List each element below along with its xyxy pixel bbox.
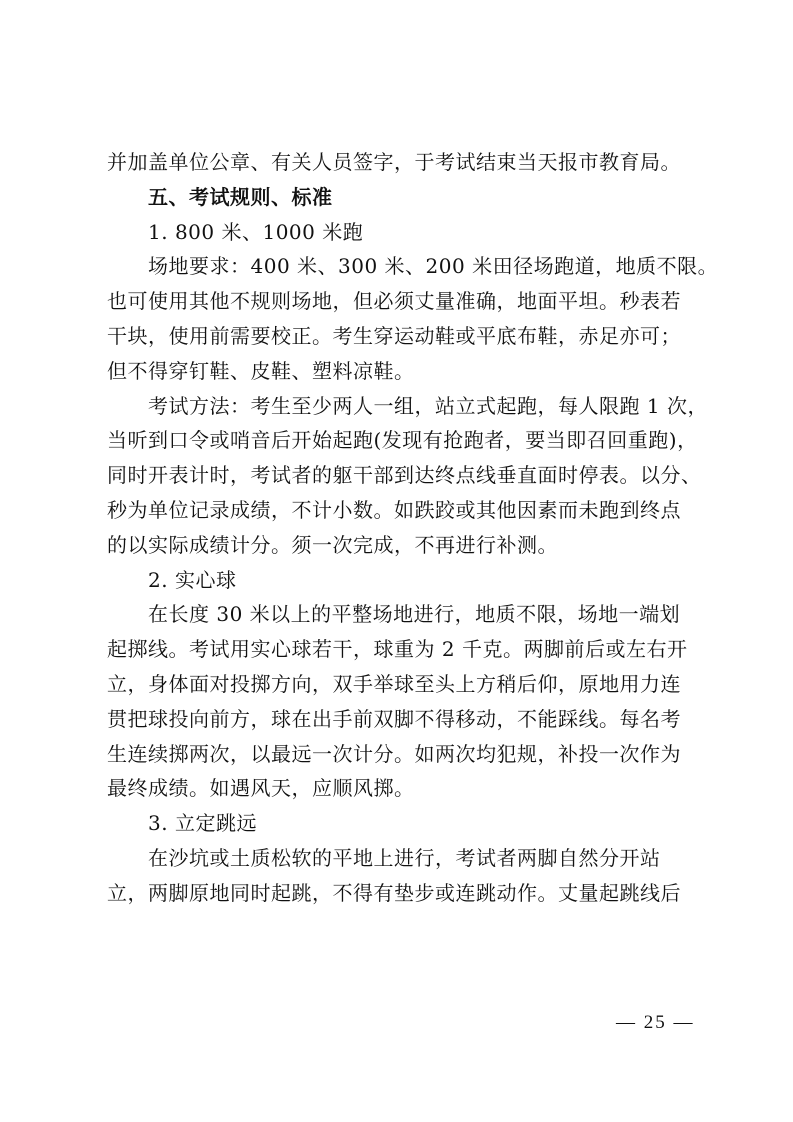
subsection-heading: 1. 800 米、1000 米跑 [148, 219, 364, 244]
section-heading: 五、考试规则、标准 [148, 184, 333, 209]
subsection-heading: 3. 立定跳远 [148, 811, 257, 836]
text-line: 也可使用其他不规则场地，但必须丈量准确，地面平坦。秒表若 [107, 289, 681, 314]
text-line: 当听到口令或哨音后开始起跑(发现有抢跑者，要当即召回重跑)， [107, 428, 698, 453]
text-line: 在沙坑或土质松软的平地上进行，考试者两脚自然分开站 [148, 845, 661, 870]
text-line: 的以实际成绩计分。须一次完成，不再进行补测。 [107, 532, 558, 557]
text-line: 同时开表计时，考试者的躯干部到达终点线垂直面时停表。以分、 [107, 463, 702, 488]
text-line: 秒为单位记录成绩，不计小数。如跌跤或其他因素而未跑到终点 [107, 497, 681, 522]
text-line: 贯把球投向前方，球在出手前双脚不得移动，不能踩线。每名考 [107, 706, 681, 731]
text-line: 干块，使用前需要校正。考生穿运动鞋或平底布鞋，赤足亦可； [107, 323, 681, 348]
text-line: 并加盖单位公章、有关人员签字，于考试结束当天报市教育局。 [107, 150, 681, 174]
document-body [107, 145, 719, 911]
text-line: 考试方法：考生至少两人一组，站立式起跑，每人限跑 1 次， [148, 393, 708, 418]
text-line: 在长度 30 米以上的平整场地进行，地质不限，场地一端划 [148, 602, 681, 627]
text-line: 生连续掷两次，以最远一次计分。如两次均犯规，补投一次作为 [107, 741, 681, 766]
text-line: 最终成绩。如遇风天，应顺风掷。 [107, 776, 415, 801]
text-line: 立，身体面对投掷方向，双手举球至头上方稍后仰，原地用力连 [107, 671, 681, 696]
text-line: 场地要求：400 米、300 米、200 米田径场跑道，地质不限。 [148, 254, 719, 279]
text-line: 起掷线。考试用实心球若干，球重为 2 千克。两脚前后或左右开 [107, 637, 688, 662]
page-number: — 25 — [616, 1012, 695, 1033]
subsection-heading: 2. 实心球 [148, 567, 237, 592]
text-line: 但不得穿钉鞋、皮鞋、塑料凉鞋。 [107, 358, 415, 383]
text-line: 立，两脚原地同时起跳，不得有垫步或连跳动作。丈量起跳线后 [107, 880, 681, 905]
